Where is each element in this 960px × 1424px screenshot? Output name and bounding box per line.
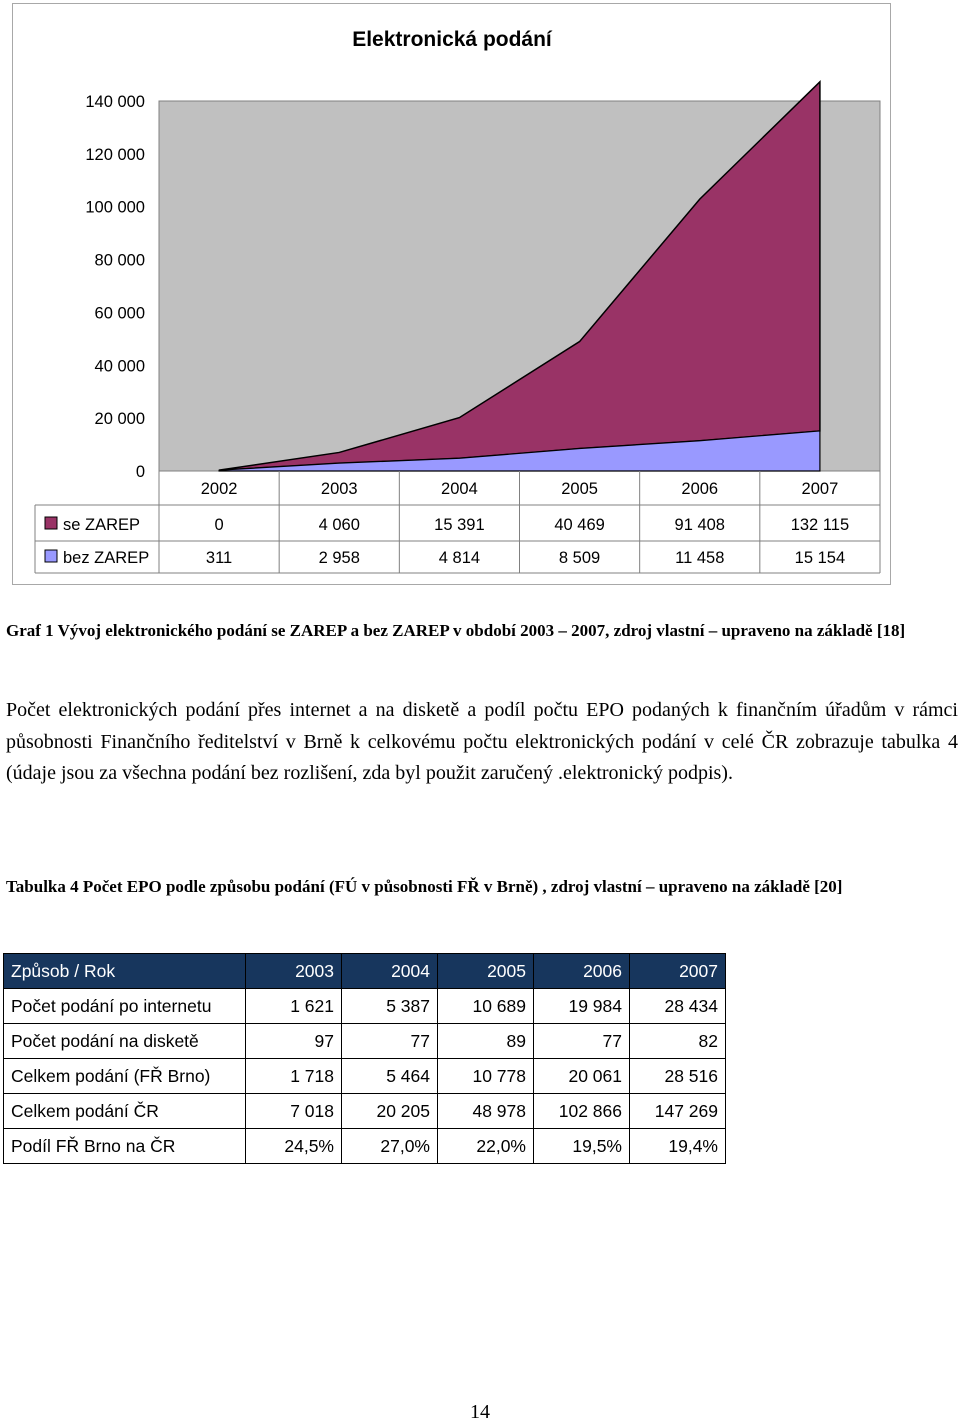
- table-cell: 22,0%: [438, 1129, 534, 1164]
- table-header-cell: Způsob / Rok: [4, 954, 246, 989]
- x-tick-label: 2003: [320, 480, 358, 498]
- table-cell: 48 978: [438, 1094, 534, 1129]
- y-tick-label: 80 000: [94, 251, 145, 270]
- table-header-cell: 2003: [246, 954, 342, 989]
- data-label: 8 509: [558, 549, 601, 567]
- table-cell: 19 984: [534, 989, 630, 1024]
- data-label: 0: [214, 516, 224, 534]
- table-cell: Počet podání na disketě: [4, 1024, 246, 1059]
- stacked-area-chart: [13, 4, 892, 586]
- legend-label: se ZAREP: [63, 516, 141, 534]
- table-caption: Tabulka 4 Počet EPO podle způsobu podání (FÚ v působnosti FŘ v Brně) , zdroj vlastní – upraveno na základě [20]: [6, 877, 843, 896]
- data-label: 40 469: [554, 516, 605, 534]
- y-tick-label: 100 000: [85, 198, 145, 217]
- graf-caption: Graf 1 Vývoj elektronického podání se ZAREP a bez ZAREP v období 2003 – 2007, zdroj vlastní – upraveno na základě [18]: [6, 621, 906, 640]
- legend-swatch: [45, 517, 57, 529]
- table-cell: 97: [246, 1024, 342, 1059]
- table-cell: 10 778: [438, 1059, 534, 1094]
- table-cell: 147 269: [630, 1094, 726, 1129]
- table-cell: 10 689: [438, 989, 534, 1024]
- epo-table: [3, 953, 726, 1164]
- table-cell: Počet podání po internetu: [4, 989, 246, 1024]
- table-header-row: [4, 954, 726, 989]
- table-row: [4, 1059, 726, 1094]
- chart-title: Elektronická podání: [352, 28, 552, 51]
- table-cell: Podíl FŘ Brno na ČR: [4, 1129, 246, 1164]
- table-cell: 7 018: [246, 1094, 342, 1129]
- table-cell: 27,0%: [342, 1129, 438, 1164]
- y-tick-label: 120 000: [85, 145, 145, 164]
- data-label: 91 408: [674, 516, 725, 534]
- table-cell: 77: [534, 1024, 630, 1059]
- table-cell: 19,4%: [630, 1129, 726, 1164]
- chart-frame: [12, 3, 891, 585]
- data-label: 15 391: [434, 516, 485, 534]
- data-label: 15 154: [794, 549, 846, 567]
- table-cell: 28 434: [630, 989, 726, 1024]
- data-label: 4 814: [438, 549, 481, 567]
- y-tick-label: 40 000: [94, 357, 145, 376]
- table-cell: 5 387: [342, 989, 438, 1024]
- data-label: 11 458: [675, 549, 725, 567]
- table-cell: 5 464: [342, 1059, 438, 1094]
- page-number: 14: [470, 1401, 490, 1423]
- legend-swatch: [45, 550, 57, 562]
- data-label: 311: [205, 549, 233, 567]
- table-cell: Celkem podání (FŘ Brno): [4, 1059, 246, 1094]
- data-label: 132 115: [790, 516, 850, 534]
- table-header-cell: 2007: [630, 954, 726, 989]
- table-header-cell: 2004: [342, 954, 438, 989]
- table-cell: 77: [342, 1024, 438, 1059]
- y-tick-label: 0: [135, 463, 145, 481]
- table-header-cell: 2005: [438, 954, 534, 989]
- x-tick-label: 2004: [441, 480, 478, 498]
- table-cell: 24,5%: [246, 1129, 342, 1164]
- table-cell: 89: [438, 1024, 534, 1059]
- table-row: [4, 1024, 726, 1059]
- table-row: [4, 1094, 726, 1129]
- table-cell: 102 866: [534, 1094, 630, 1129]
- x-tick-label: 2007: [801, 480, 839, 498]
- table-header-cell: 2006: [534, 954, 630, 989]
- table-cell: 19,5%: [534, 1129, 630, 1164]
- table-cell: 1 718: [246, 1059, 342, 1094]
- y-tick-label: 20 000: [94, 410, 145, 429]
- table-cell: Celkem podání ČR: [4, 1094, 246, 1129]
- y-tick-label: 140 000: [85, 93, 145, 111]
- x-tick-label: 2005: [561, 480, 598, 498]
- y-tick-label: 60 000: [94, 304, 145, 323]
- table-cell: 20 061: [534, 1059, 630, 1094]
- data-label: 2 958: [318, 549, 360, 567]
- table-cell: 1 621: [246, 989, 342, 1024]
- table-cell: 82: [630, 1024, 726, 1059]
- body-paragraph: Počet elektronických podání přes internet a na disketě a podíl počtu EPO podaných k finančním úřadům v rámci působnosti Finančního ředitelství v Brně k celkovému počtu elektronických podání v celé ČR zobrazuje tabulka 4 (údaje jsou za všechna podání bez rozlišení, zda byl použit zaručený .elektronický podpis).: [6, 699, 958, 784]
- table-row: [4, 989, 726, 1024]
- data-label: 4 060: [318, 516, 360, 534]
- table-cell: 28 516: [630, 1059, 726, 1094]
- table-cell: 20 205: [342, 1094, 438, 1129]
- table-row: [4, 1129, 726, 1164]
- legend-label: bez ZAREP: [63, 549, 150, 567]
- x-tick-label: 2006: [681, 480, 719, 498]
- x-tick-label: 2002: [200, 480, 238, 498]
